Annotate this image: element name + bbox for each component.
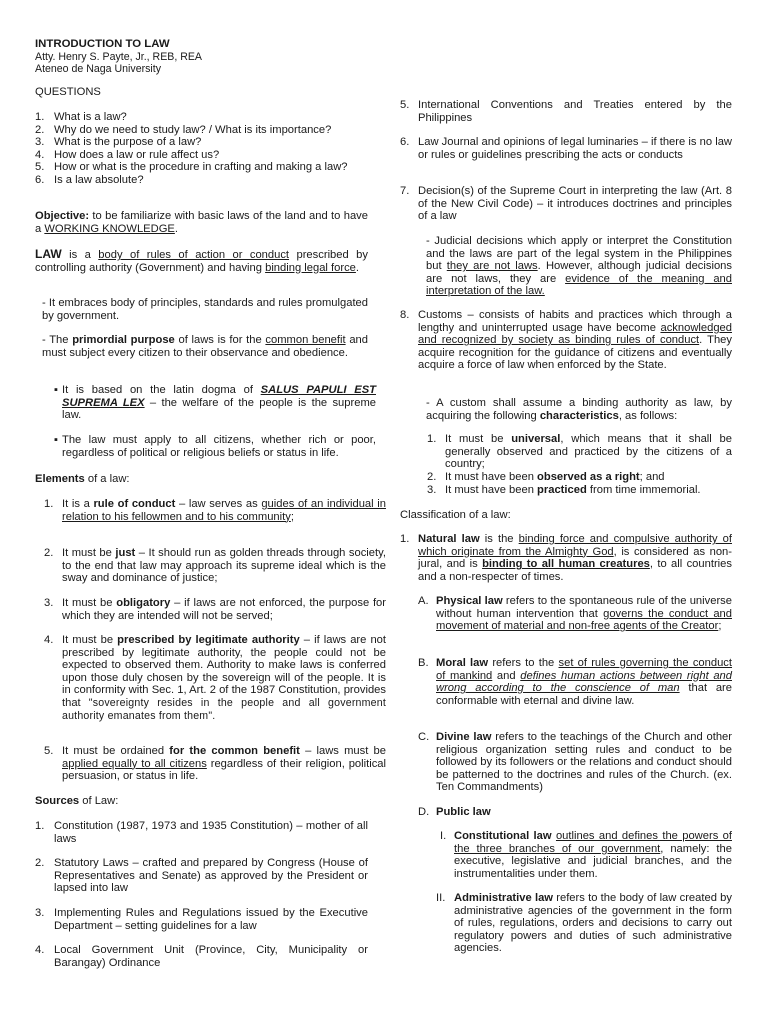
list-item: 4. How does a law or rule affect us? [35,148,220,161]
document-title: INTRODUCTION TO LAW [35,38,170,50]
judicial-decisions-note: - Judicial decisions which apply or interpret the Constitution and the laws are part of the legal system in the Philippines but they are not laws. However, although judicial decisions are not laws, they are evidence of the meaning and interpretation of the law. [426,235,732,298]
elements-heading: Elements of a law: [35,473,130,485]
list-item: 6. Is a law absolute? [35,173,144,186]
source-item-7: 7. Decision(s) of the Supreme Court in interpreting the law (Art. 8 of the New Civil Code) – it introduces doctrines and principles of a law [400,185,732,223]
source-item-5: 5. International Conventions and Treaties entered by the Philippines [400,99,732,124]
list-item: 2. Why do we need to study law? / What is its importance? [35,123,332,136]
divine-law-item: C. Divine law refers to the teachings of the Church and other religious organization setting rules and conduct to be followed by its followers or the relations and conduct should be patterned to the doctrines and rules of the Church. (ex. Ten Commandments) [418,731,732,794]
constitutional-law-item: I. Constitutional law outlines and defines the powers of the three branches of our government, namely: the executive, legislative and judicial branches, and the instrumentalities under them. [440,830,732,880]
bullet-icon: ▪ [54,384,58,396]
custom-characteristics-note: - A custom shall assume a binding authority as law, by acquiring the following characteristics, as follows: [426,397,732,422]
list-item: 1. What is a law? [35,111,127,123]
objective-paragraph: Objective: to be familiarize with basic laws of the land and to have a WORKING KNOWLEDGE. [35,210,368,235]
source-item-4: 4. Local Government Unit (Province, City, Municipality or Barangay) Ordinance [35,944,368,969]
list-item: 5. How or what is the procedure in crafting and making a law? [35,161,348,174]
law-definition: LAW is a body of rules of action or conduct prescribed by controlling authority (Government) and having binding legal force. [35,247,368,274]
element-item-3: 3. It must be obligatory – if laws are not enforced, the purpose for which they are intended will not be served; [44,597,387,622]
administrative-law-item: II. Administrative law refers to the body of law created by administrative agencies of the government in the form of rules, regulations, orders and decisions to carry out regulatory powers and duties of such administrative agencies. [436,892,732,955]
questions-list [35,111,368,187]
element-item-4: 4. It must be prescribed by legitimate authority – if laws are not prescribed by legitimate authority, the people could not be expected to observed them. Authority to make laws is conferred upon those duly chosen by the sovereign will of the people. It is in conformity with Sec. 1, Art. 2 of the 1987 Constitution, provides that "sovereignty resides in the people and all government authority emanates from them". [44,634,387,722]
public-law-item: D. Public law [418,806,491,818]
natural-law-item: 1. Natural law is the binding force and compulsive authority of which originate from the Almighty God, is considered as non-jural, and is binding to all human creatures, to all countries and a non-respecter of times. [400,533,732,583]
school-line: Ateneo de Naga University [35,62,162,75]
source-item-8: 8. Customs – consists of habits and practices which through a lengthy and uninterrupted usage have become acknowledged and recognized by society as binding rules of conduct. They acquire recognition for the guidance of citizens and eventually acquire a force of law when enforced by the State. [400,309,732,372]
characteristic-item-1: 1. It must be universal, which means that it shall be generally observed and practiced by the citizens of a country; [427,433,732,471]
bullet-icon: ▪ [54,434,58,446]
source-item-2: 2. Statutory Laws – crafted and prepared by Congress (House of Representatives and Senate) as approved by the President or lapsed into law [35,857,368,895]
physical-law-item: A. Physical law refers to the spontaneous rule of the universe without human intervention that governs the conduct and movement of material and non-free agents of the Creator; [418,595,732,633]
source-item-6: 6. Law Journal and opinions of legal luminaries – if there is no law or rules or guidelines prescribing the acts or conducts [400,136,732,161]
equality-bullet: ▪ The law must apply to all citizens, whether rich or poor, regardless of political or religious beliefs or status in life. [54,434,376,459]
latin-dogma-bullet: ▪ It is based on the latin dogma of SALUS PAPULI EST SUPREMA LEX – the welfare of the people is the supreme law. [54,384,376,422]
source-item-3: 3. Implementing Rules and Regulations issued by the Executive Department – setting guidelines for a law [35,907,368,932]
questions-heading: QUESTIONS [35,86,101,98]
element-item-5: 5. It must be ordained for the common benefit – laws must be applied equally to all citizens regardless of their religion, political persuasion, or status in life. [44,745,387,783]
element-item-2: 2. It must be just – It should run as golden threads through society, to the end that law may approach its supreme ideal which is the sway and dominance of justice; [44,547,386,585]
characteristic-item-3: 3. It must have been practiced from time immemorial. [427,484,701,496]
source-item-1: 1. Constitution (1987, 1973 and 1935 Constitution) – mother of all laws [35,820,368,845]
law-point-2: - The primordial purpose of laws is for the common benefit and must subject every citizen to their observance and obedience. [42,334,368,359]
element-item-1: 1. It is a rule of conduct – law serves as guides of an individual in relation to his fellowmen and to his community; [44,498,386,523]
classification-heading: Classification of a law: [400,509,511,521]
document-header [35,38,368,75]
sources-heading: Sources of Law: [35,795,119,807]
characteristic-item-2: 2. It must have been observed as a right; and [427,471,665,483]
author-line: Atty. Henry S. Payte, Jr., REB, REA [35,50,203,63]
list-item: 3. What is the purpose of a law? [35,136,202,149]
moral-law-item: B. Moral law refers to the set of rules governing the conduct of mankind and defines human actions between right and wrong according to the conscience of man that are conformable with eternal and divine law. [418,657,733,707]
law-point-1: - It embraces body of principles, standards and rules promulgated by government. [42,297,368,322]
